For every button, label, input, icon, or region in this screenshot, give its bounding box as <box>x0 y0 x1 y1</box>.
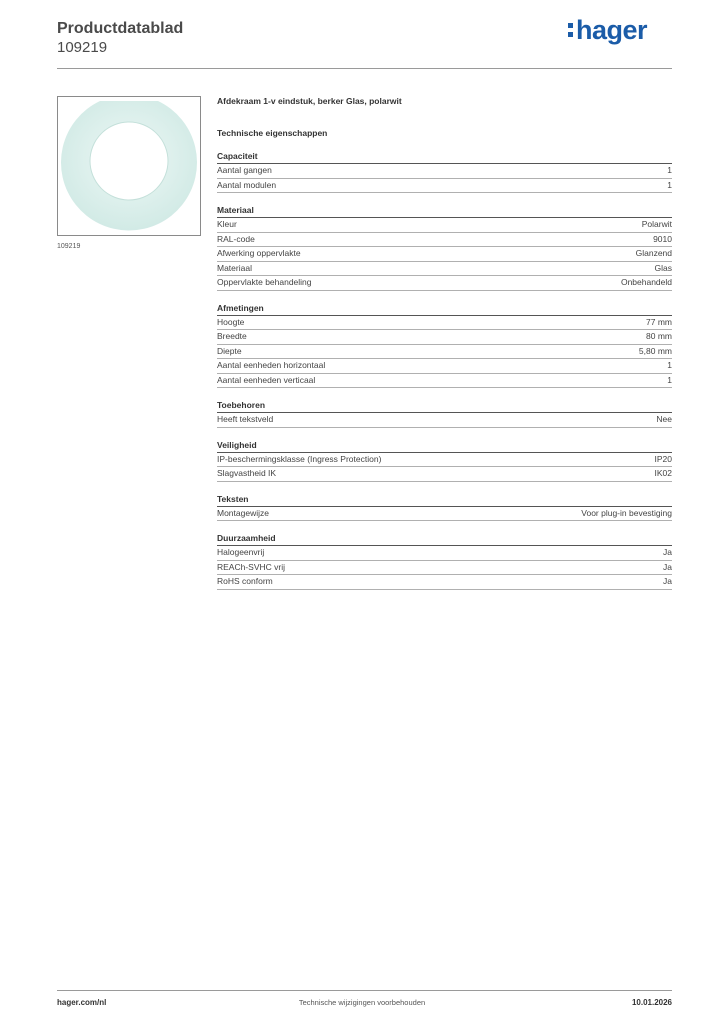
spec-section <box>217 204 672 291</box>
spec-label: IP-beschermingsklasse (Ingress Protection) <box>217 453 382 464</box>
logo-text: hager <box>576 15 648 45</box>
section-title: Teksten <box>217 493 672 507</box>
glass-frame-icon <box>58 97 200 235</box>
spec-row <box>217 575 672 590</box>
spec-label: Afwerking oppervlakte <box>217 248 301 258</box>
spec-value: 80 mm <box>646 331 672 341</box>
spec-label: Montagewijze <box>217 507 269 518</box>
spec-row <box>217 453 672 468</box>
spec-value: Glas <box>654 262 672 273</box>
spec-row <box>217 233 672 248</box>
spec-label: Halogeenvrij <box>217 547 265 557</box>
spec-section <box>217 439 672 482</box>
spec-label: Diepte <box>217 345 242 356</box>
footer-divider <box>57 990 672 991</box>
spec-label: Aantal eenheden horizontaal <box>217 360 326 370</box>
spec-row <box>217 262 672 277</box>
section-title: Veiligheid <box>217 439 672 453</box>
hager-logo <box>568 15 647 46</box>
spec-label: REACh-SVHC vrij <box>217 561 286 572</box>
spec-label: Aantal gangen <box>217 165 272 175</box>
section-title: Afmetingen <box>217 302 672 316</box>
spec-row <box>217 345 672 360</box>
section-title: Duurzaamheid <box>217 532 672 546</box>
section-title: Toebehoren <box>217 399 672 413</box>
spec-value: Ja <box>663 561 672 572</box>
spec-row <box>217 316 672 331</box>
spec-label: Oppervlakte behandeling <box>217 277 312 287</box>
spec-row <box>217 374 672 389</box>
footer-notice: Technische wijzigingen voorbehouden <box>298 998 426 1007</box>
spec-value: 77 mm <box>646 316 672 327</box>
section-title: Capaciteit <box>217 150 672 164</box>
product-description: Afdekraam 1-v eindstuk, berker Glas, polarwit <box>217 96 402 106</box>
spec-value: Ja <box>663 547 672 557</box>
spec-label: Heeft tekstveld <box>217 414 274 424</box>
spec-value: Voor plug-in bevestiging <box>581 507 672 518</box>
spec-value: Polarwit <box>641 219 672 229</box>
spec-label: Breedte <box>217 331 247 341</box>
spec-row <box>217 413 672 428</box>
product-number: 109219 <box>57 39 108 56</box>
spec-value: 1 <box>667 374 672 385</box>
spec-value: 5,80 mm <box>638 345 672 356</box>
spec-row <box>217 546 672 561</box>
spec-label: Aantal modulen <box>217 179 277 190</box>
spec-row <box>217 164 672 179</box>
spec-value: 1 <box>667 179 672 190</box>
spec-value: IP20 <box>654 453 672 464</box>
spec-section <box>217 399 672 428</box>
spec-row <box>217 276 672 291</box>
spec-label: Hoogte <box>217 316 245 327</box>
product-image <box>57 96 201 236</box>
spec-content <box>217 96 672 601</box>
spec-section <box>217 302 672 389</box>
spec-section <box>217 532 672 590</box>
spec-section <box>217 493 672 522</box>
spec-section <box>217 150 672 193</box>
spec-row <box>217 179 672 194</box>
header-divider <box>57 68 672 69</box>
spec-value: Glanzend <box>635 248 672 258</box>
spec-row <box>217 218 672 233</box>
spec-row <box>217 507 672 522</box>
spec-sections <box>217 150 672 590</box>
footer-date: 10.01.2026 <box>631 998 672 1007</box>
image-caption: 109219 <box>57 243 81 250</box>
spec-value: 1 <box>667 165 672 175</box>
spec-row <box>217 247 672 262</box>
spec-label: RAL-code <box>217 233 255 244</box>
spec-value: IK02 <box>654 468 672 478</box>
page-title: Productdatablad <box>57 20 184 37</box>
spec-value: Onbehandeld <box>620 277 672 287</box>
spec-label: Slagvastheid IK <box>217 468 277 478</box>
spec-row <box>217 330 672 345</box>
spec-row <box>217 359 672 374</box>
spec-value: 1 <box>667 360 672 370</box>
spec-label: Materiaal <box>217 262 252 273</box>
spec-value: Nee <box>656 414 672 424</box>
logo-dots-icon <box>568 21 574 39</box>
spec-label: Kleur <box>217 219 237 229</box>
spec-label: RoHS conform <box>217 576 273 586</box>
spec-value: 9010 <box>653 233 672 244</box>
tech-heading: Technische eigenschappen <box>217 128 328 138</box>
section-title: Materiaal <box>217 204 672 218</box>
footer-website[interactable]: hager.com/nl <box>57 998 107 1007</box>
spec-value: Ja <box>663 576 672 586</box>
spec-row <box>217 561 672 576</box>
spec-label: Aantal eenheden verticaal <box>217 374 316 385</box>
spec-row <box>217 467 672 482</box>
